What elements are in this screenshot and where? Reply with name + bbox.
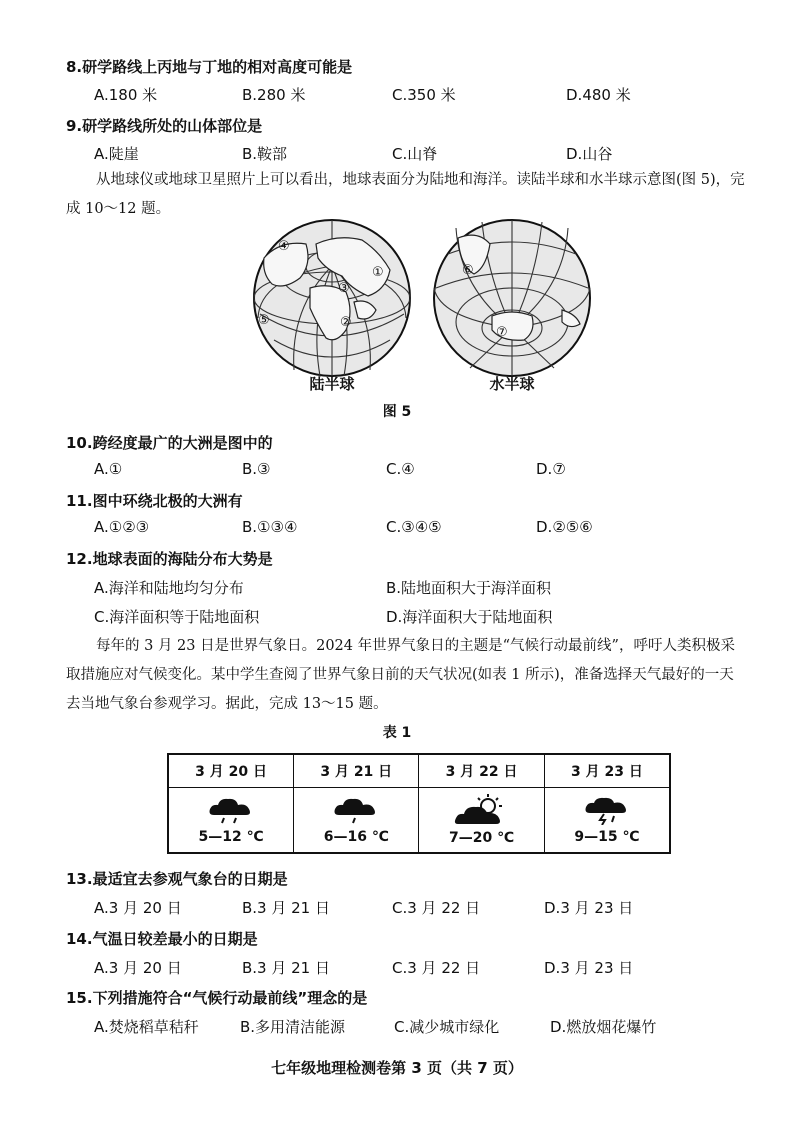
option-b: B.280 米: [242, 86, 306, 104]
option-a: A.①②③: [94, 518, 150, 536]
option-c: C.④: [386, 460, 415, 478]
temperature-range: 9—15 ℃: [574, 829, 640, 845]
option-b: B.3 月 21 日: [242, 899, 330, 917]
thunder-rain-icon: [582, 795, 632, 825]
passage-hemispheres: 从地球仪或地球卫星照片上可以看出，地球表面分为陆地和海洋。读陆半球和水半球示意图(图 5)，完成 10～12 题。: [66, 172, 745, 217]
option-c: C.3 月 22 日: [392, 899, 481, 917]
land-hemisphere-globe: [250, 218, 414, 378]
table-header-row: [168, 754, 670, 788]
option-d: D.山谷: [566, 145, 613, 163]
temperature-range: 7—20 ℃: [449, 830, 515, 846]
sun-cloud-icon: [454, 794, 510, 826]
water-marker-7: ⑦: [496, 325, 508, 340]
option-d: D.⑦: [536, 460, 566, 478]
option-c: C.海洋面积等于陆地面积: [94, 608, 260, 626]
option-d: D.燃放烟花爆竹: [550, 1018, 657, 1036]
weather-cell: [544, 788, 670, 854]
question-14-stem: 14.气温日较差最小的日期是: [66, 930, 258, 948]
date-cell: 3 月 22 日: [419, 754, 544, 788]
question-13-stem: 13.最适宜去参观气象台的日期是: [66, 870, 288, 888]
option-a: A.①: [94, 460, 123, 478]
option-a: A.3 月 20 日: [94, 959, 182, 977]
temperature-range: 5—12 ℃: [198, 829, 264, 845]
question-10-stem: 10.跨经度最广的大洲是图中的: [66, 434, 273, 452]
table-caption: 表 1: [382, 725, 412, 741]
option-b: B.鞍部: [242, 145, 288, 163]
rain-cloud-icon: [331, 795, 381, 825]
land-marker-4: ④: [278, 239, 290, 254]
option-d: D.3 月 23 日: [544, 959, 634, 977]
question-8-stem: 8.研学路线上丙地与丁地的相对高度可能是: [66, 58, 353, 76]
option-c: C.山脊: [392, 145, 438, 163]
figure-caption: 图 5: [382, 404, 412, 420]
land-marker-1: ①: [372, 265, 384, 280]
option-a: A.焚烧稻草秸秆: [94, 1018, 199, 1036]
weather-cell: [294, 788, 419, 854]
option-a: A.海洋和陆地均匀分布: [94, 579, 244, 597]
option-d: D.②⑤⑥: [536, 518, 593, 536]
land-hemisphere-figure: [250, 218, 414, 382]
passage-weather-day: 每年的 3 月 23 日是世界气象日。2024 年世界气象日的主题是“气候行动最前线”，呼吁人类积极采取措施应对气候变化。某中学生查阅了世界气象日前的天气状况(如表 1 所示)，准备选择天气最好的一天去当地气象台参观学习。据此，完成 13～15 题。: [66, 638, 735, 712]
land-marker-2: ②: [340, 315, 352, 330]
option-a: A.180 米: [94, 86, 158, 104]
water-hemisphere-label: 水半球: [489, 375, 535, 393]
date-cell: 3 月 20 日: [168, 754, 294, 788]
option-d: D.海洋面积大于陆地面积: [386, 608, 553, 626]
rain-cloud-icon: [206, 795, 256, 825]
table-weather-row: [168, 788, 670, 854]
page-footer: 七年级地理检测卷第 3 页（共 7 页）: [271, 1059, 523, 1077]
option-a: A.3 月 20 日: [94, 899, 182, 917]
option-c: C.减少城市绿化: [394, 1018, 500, 1036]
question-12-stem: 12.地球表面的海陆分布大势是: [66, 550, 273, 568]
option-b: B.①③④: [242, 518, 298, 536]
option-b: B.③: [242, 460, 271, 478]
land-hemisphere-label: 陆半球: [309, 375, 355, 393]
option-c: C.③④⑤: [386, 518, 442, 536]
land-marker-5: ⑤: [258, 313, 270, 328]
option-d: D.480 米: [566, 86, 631, 104]
weather-table: [167, 753, 671, 854]
option-a: A.陡崖: [94, 145, 139, 163]
date-cell: 3 月 21 日: [294, 754, 419, 788]
option-d: D.3 月 23 日: [544, 899, 634, 917]
option-c: C.3 月 22 日: [392, 959, 481, 977]
option-c: C.350 米: [392, 86, 456, 104]
question-15-stem: 15.下列措施符合“气候行动最前线”理念的是: [66, 989, 368, 1007]
option-b: B.陆地面积大于海洋面积: [386, 579, 552, 597]
option-b: B.多用清洁能源: [240, 1018, 346, 1036]
question-9-stem: 9.研学路线所处的山体部位是: [66, 117, 263, 135]
weather-cell: [168, 788, 294, 854]
water-hemisphere-globe: [430, 218, 594, 378]
water-hemisphere-figure: [430, 218, 594, 382]
question-11-stem: 11.图中环绕北极的大洲有: [66, 492, 243, 510]
land-marker-3: ③: [338, 281, 350, 296]
option-b: B.3 月 21 日: [242, 959, 330, 977]
weather-cell: [419, 788, 544, 854]
date-cell: 3 月 23 日: [544, 754, 670, 788]
temperature-range: 6—16 ℃: [323, 829, 389, 845]
water-marker-6: ⑥: [462, 263, 474, 278]
